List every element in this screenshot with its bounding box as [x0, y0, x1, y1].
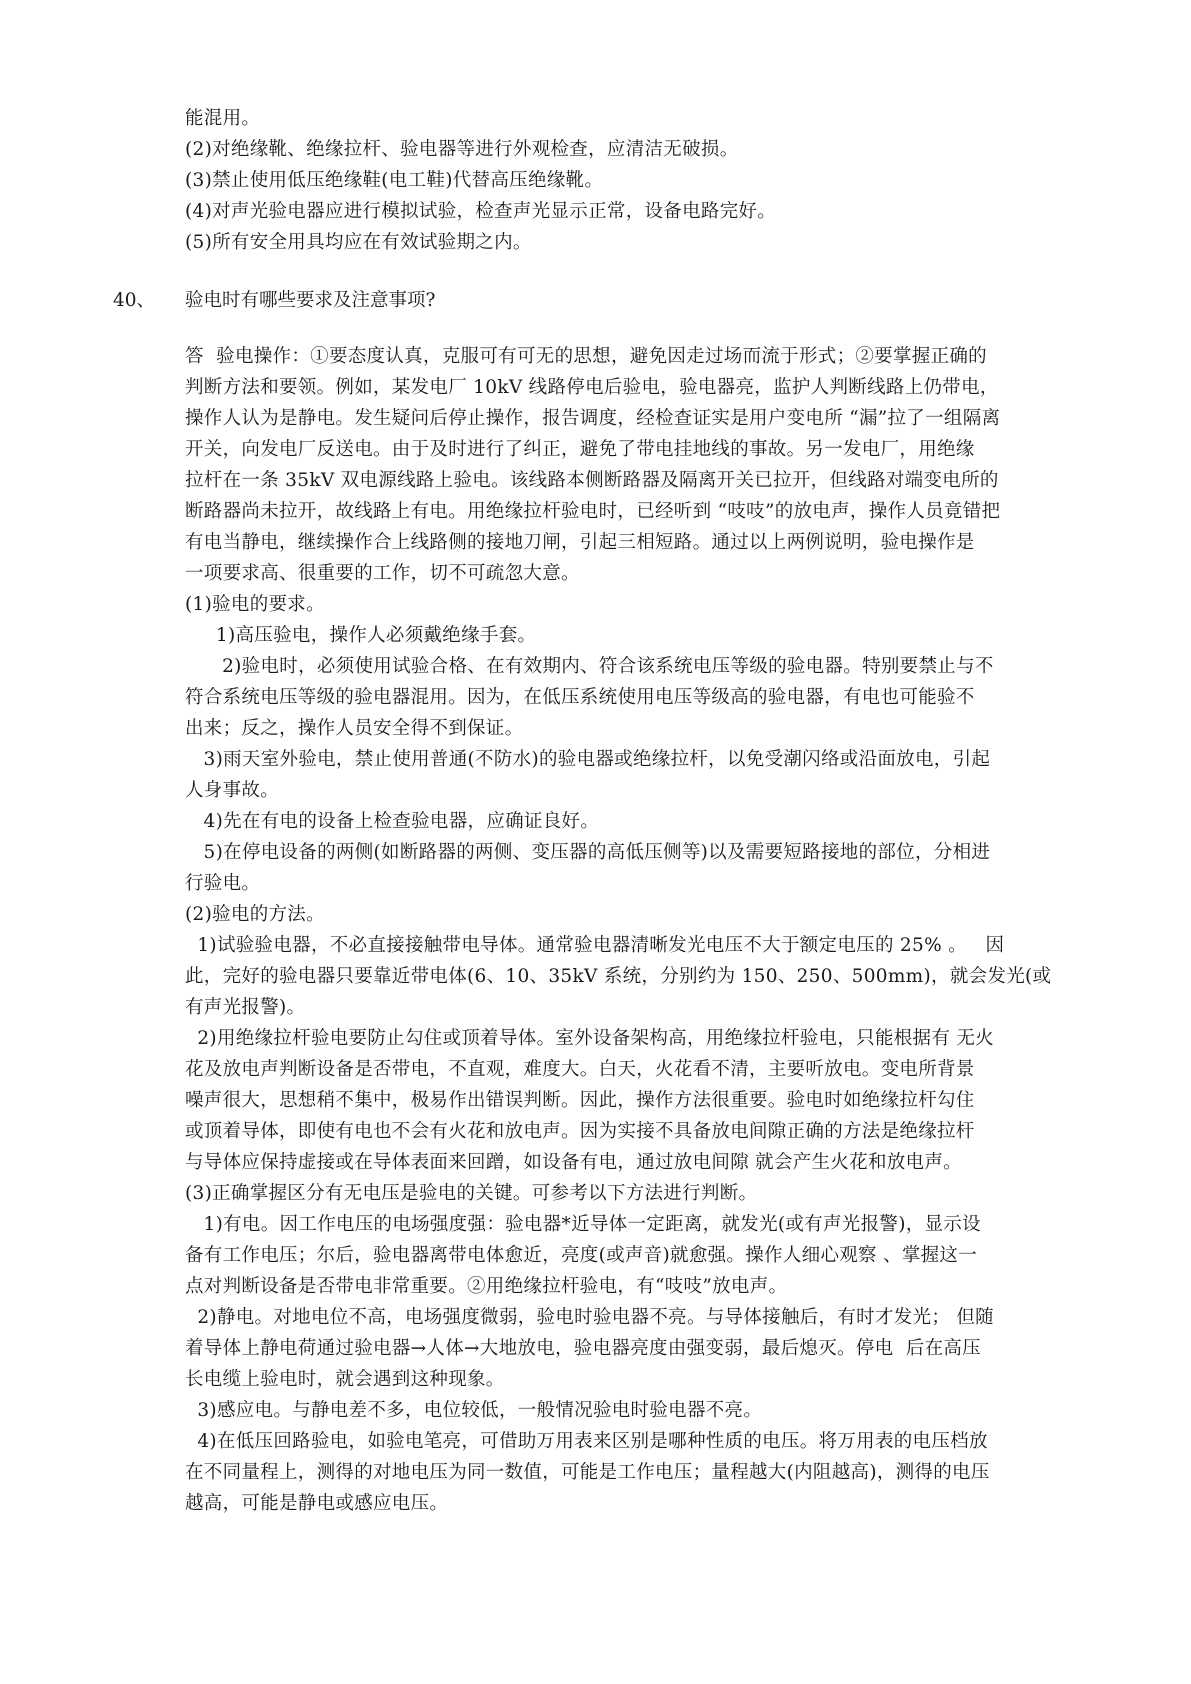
- answer-line: 在不同量程上，测得的对地电压为同一数值，可能是工作电压；量程越大(内阻越高)，测得的电压: [185, 1462, 990, 1483]
- answer-line: 判断方法和要领。例如，某发电厂 10kV 线路停电后验电，验电器亮，监护人判断线路上仍带电，: [185, 377, 999, 398]
- answer-line: 符合系统电压等级的验电器混用。因为，在低压系统使用电压等级高的验电器，有电也可能验不: [185, 687, 975, 708]
- answer-line: 2)静电。对地电位不高，电场强度微弱，验电时验电器不亮。与导体接触后，有时才发光； 但随: [185, 1307, 994, 1328]
- answer-line: 3)感应电。与静电差不多，电位较低，一般情况验电时验电器不亮。: [185, 1400, 763, 1421]
- question-number: 40、: [113, 290, 156, 311]
- answer-line: 2)用绝缘拉杆验电要防止勾住或顶着导体。室外设备架构高，用绝缘拉杆验电，只能根据有 无火: [185, 1028, 994, 1049]
- answer-line: 花及放电声判断设备是否带电，不直观，难度大。白天，火花看不清，主要听放电。变电所背景: [185, 1059, 975, 1080]
- answer-line: 一项要求高、很重要的工作，切不可疏忽大意。: [185, 563, 580, 584]
- answer-line: 4)在低压回路验电，如验电笔亮，可借助万用表来区别是哪种性质的电压。将万用表的电压档放: [185, 1431, 988, 1452]
- answer-line: 有声光报警)。: [185, 997, 306, 1018]
- answer-line: 有电当静电，继续操作合上线路侧的接地刀闸，引起三相短路。通过以上两例说明，验电操作是: [185, 532, 975, 553]
- list-item: (5)所有安全用具均应在有效试验期之内。: [185, 232, 532, 253]
- answer-line: 1)高压验电，操作人必须戴绝缘手套。: [185, 625, 537, 646]
- answer-line: 1)试验验电器，不必直接接触带电导体。通常验电器清晰发光电压不大于额定电压的 25% 。 因: [185, 935, 1005, 956]
- answer-line: 开关，向发电厂反送电。由于及时进行了纠正，避免了带电挂地线的事故。另一发电厂，用绝缘: [185, 439, 975, 460]
- answer-line: 备有工作电压；尔后，验电器离带电体愈近，亮度(或声音)就愈强。操作人细心观察 、掌握这一: [185, 1245, 978, 1266]
- answer-line: 5)在停电设备的两侧(如断路器的两侧、变压器的高低压侧等)以及需要短路接地的部位，分相进: [185, 842, 991, 863]
- section-heading: (2)验电的方法。: [185, 904, 325, 925]
- section-heading: (1)验电的要求。: [185, 594, 325, 615]
- answer-line: 与导体应保持虚接或在导体表面来回蹭，如设备有电，通过放电间隙 就会产生火花和放电声。: [185, 1152, 962, 1173]
- answer-line: 答 验电操作：①要态度认真，克服可有可无的思想，避免因走过场而流于形式；②要掌握正确的: [185, 346, 987, 367]
- paragraph-line: 能混用。: [185, 108, 261, 129]
- answer-line: 行验电。: [185, 873, 261, 894]
- answer-line: 人身事故。: [185, 780, 280, 801]
- list-item: (3)禁止使用低压绝缘鞋(电工鞋)代替高压绝缘靴。: [185, 170, 604, 191]
- answer-line: 4)先在有电的设备上检查验电器，应确证良好。: [185, 811, 600, 832]
- question-title: 验电时有哪些要求及注意事项?: [185, 290, 436, 311]
- answer-line: 点对判断设备是否带电非常重要。②用绝缘拉杆验电，有“吱吱”放电声。: [185, 1276, 788, 1297]
- answer-line: 此，完好的验电器只要靠近带电体(6、10、35kV 系统，分别约为 150、250、500mm)，就会发光(或: [185, 966, 1052, 987]
- answer-line: 或顶着导体，即使有电也不会有火花和放电声。因为实接不具备放电间隙正确的方法是绝缘拉杆: [185, 1121, 975, 1142]
- answer-line: 着导体上静电荷通过验电器→人体→大地放电，验电器亮度由强变弱，最后熄灭。停电 后在高压: [185, 1338, 981, 1359]
- list-item: (2)对绝缘靴、绝缘拉杆、验电器等进行外观检查，应清洁无破损。: [185, 139, 739, 160]
- answer-line: 拉杆在一条 35kV 双电源线路上验电。该线路本侧断路器及隔离开关已拉开，但线路对端变电所的: [185, 470, 999, 491]
- answer-line: 出来；反之，操作人员安全得不到保证。: [185, 718, 524, 739]
- answer-line: 长电缆上验电时，就会遇到这种现象。: [185, 1369, 505, 1390]
- list-item: (4)对声光验电器应进行模拟试验，检查声光显示正常，设备电路完好。: [185, 201, 777, 222]
- answer-line: 2)验电时，必须使用试验合格、在有效期内、符合该系统电压等级的验电器。特别要禁止与不: [185, 656, 994, 677]
- answer-line: 断路器尚未拉开，故线路上有电。用绝缘拉杆验电时，已经听到 “吱吱”的放电声，操作人员竟错把: [185, 501, 1001, 522]
- answer-line: 越高，可能是静电或感应电压。: [185, 1493, 449, 1514]
- answer-line: 3)雨天室外验电，禁止使用普通(不防水)的验电器或绝缘拉杆，以免受潮闪络或沿面放电，引起: [185, 749, 991, 770]
- section-heading: (3)正确掌握区分有无电压是验电的关键。可参考以下方法进行判断。: [185, 1183, 758, 1204]
- answer-line: 1)有电。因工作电压的电场强度强：验电器*近导体一定距离，就发光(或有声光报警)，显示设: [185, 1214, 981, 1235]
- answer-line: 噪声很大，思想稍不集中，极易作出错误判断。因此，操作方法很重要。验电时如绝缘拉杆勾住: [185, 1090, 975, 1111]
- answer-line: 操作人认为是静电。发生疑问后停止操作，报告调度，经检查证实是用户变电所 “漏”拉了一组隔离: [185, 408, 1001, 429]
